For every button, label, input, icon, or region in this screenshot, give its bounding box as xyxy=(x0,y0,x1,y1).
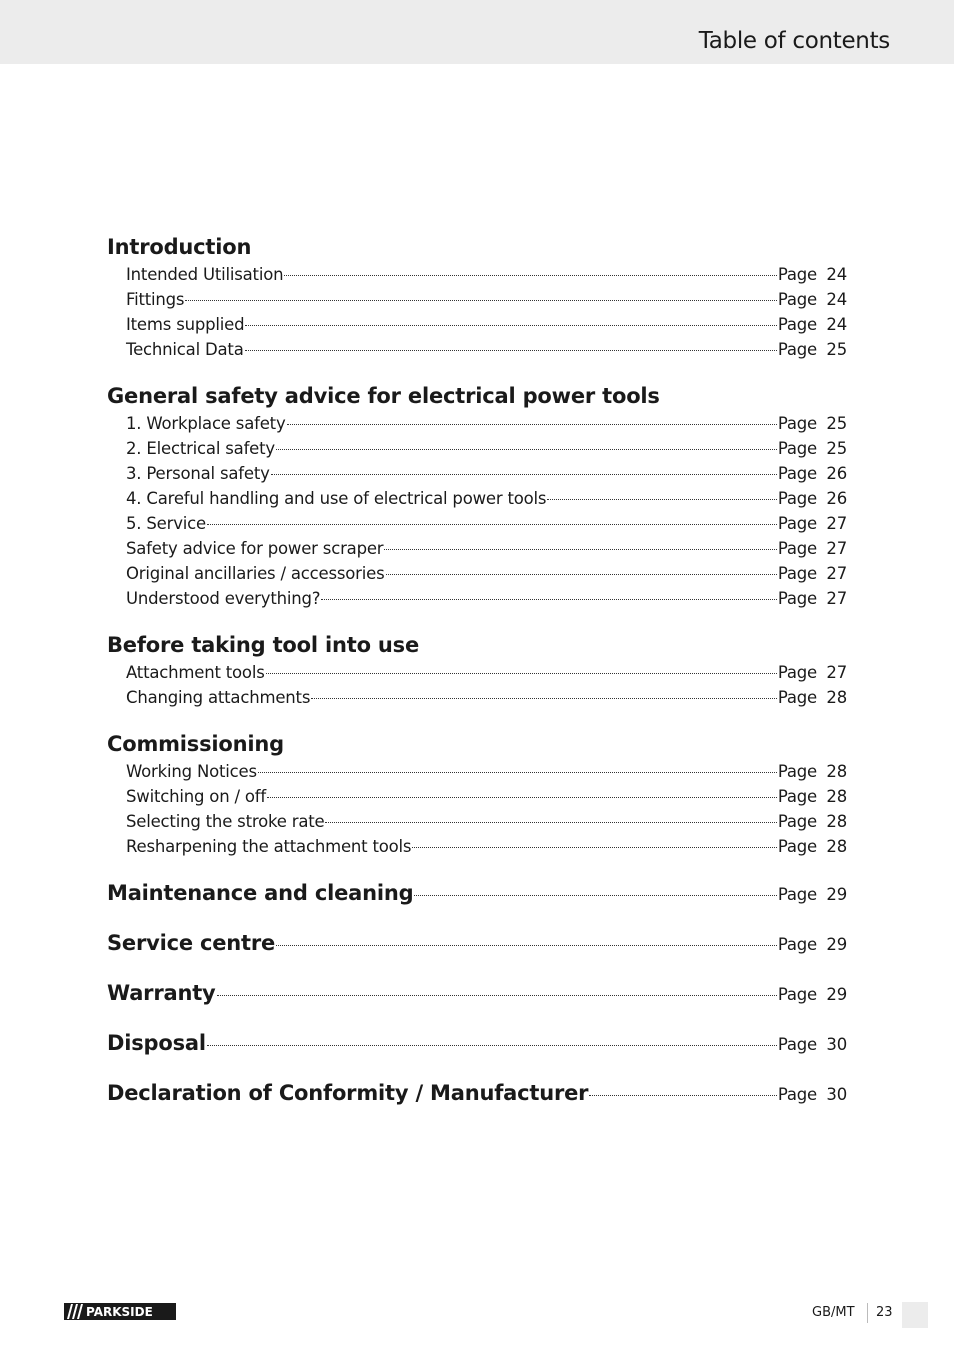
page-number: 26 xyxy=(826,489,847,508)
page-title: Table of contents xyxy=(698,28,890,54)
page-number: 26 xyxy=(826,464,847,483)
page-word: Page xyxy=(777,985,817,1004)
toc-entry[interactable] xyxy=(107,784,847,809)
dot-leader xyxy=(547,499,777,500)
toc-entry[interactable] xyxy=(107,436,847,461)
toc-entry[interactable] xyxy=(107,312,847,337)
page-number: 27 xyxy=(826,589,847,608)
dot-leader xyxy=(311,698,777,699)
page-number: 24 xyxy=(826,315,847,334)
dot-leader xyxy=(386,574,777,575)
page-ref xyxy=(778,880,847,910)
toc-section-introduction xyxy=(107,232,847,362)
page-number: 25 xyxy=(826,414,847,433)
page-ref xyxy=(778,287,847,312)
page-word: Page xyxy=(777,688,817,707)
entry-title: Intended Utilisation xyxy=(126,265,284,284)
page-word: Page xyxy=(777,290,817,309)
dot-leader xyxy=(276,945,777,946)
toc-entry[interactable] xyxy=(107,461,847,486)
page-word: Page xyxy=(777,564,817,583)
toc-entry[interactable] xyxy=(107,536,847,561)
page-ref xyxy=(778,660,847,685)
dot-leader xyxy=(245,350,777,351)
toc-entry[interactable] xyxy=(107,759,847,784)
entry-title: Resharpening the attachment tools xyxy=(126,837,412,856)
page-number: 28 xyxy=(826,688,847,707)
entry-title: Maintenance and cleaning xyxy=(107,881,414,905)
page-ref xyxy=(778,536,847,561)
page-number: 24 xyxy=(826,265,847,284)
page-ref xyxy=(778,436,847,461)
page-ref xyxy=(778,1080,847,1110)
parkside-logo xyxy=(64,1303,176,1320)
section-gap xyxy=(107,859,847,878)
page-ref xyxy=(778,411,847,436)
page-word: Page xyxy=(777,489,817,508)
entry-title: Working Notices xyxy=(126,762,257,781)
dot-leader xyxy=(321,599,777,600)
toc-entry[interactable] xyxy=(107,511,847,536)
entry-title: Understood everything? xyxy=(126,589,321,608)
dot-leader xyxy=(412,847,777,848)
page-number: 25 xyxy=(826,340,847,359)
toc-entry[interactable] xyxy=(107,287,847,312)
dot-leader xyxy=(266,673,777,674)
dot-leader xyxy=(287,424,777,425)
toc-entry[interactable] xyxy=(107,809,847,834)
toc-entry[interactable] xyxy=(107,685,847,710)
section-heading: Commissioning xyxy=(107,732,284,756)
page-number-footer: 23 xyxy=(876,1305,893,1320)
page-number: 29 xyxy=(826,935,847,954)
entry-title: Technical Data xyxy=(126,340,244,359)
section-gap xyxy=(107,611,847,630)
page-word: Page xyxy=(777,315,817,334)
page-ref xyxy=(778,759,847,784)
page-number: 29 xyxy=(826,985,847,1004)
dot-leader xyxy=(271,474,777,475)
toc-entry-warranty[interactable] xyxy=(107,978,847,1008)
page-ref xyxy=(778,930,847,960)
page-word: Page xyxy=(777,439,817,458)
page-number: 25 xyxy=(826,439,847,458)
toc-entry[interactable] xyxy=(107,834,847,859)
footer-divider xyxy=(867,1303,868,1323)
dot-leader xyxy=(245,325,776,326)
dot-leader xyxy=(276,449,777,450)
page-number: 28 xyxy=(826,762,847,781)
page-word: Page xyxy=(777,1085,817,1104)
logo-text: PARKSIDE xyxy=(86,1305,153,1319)
toc-section-commissioning xyxy=(107,729,847,859)
page-ref xyxy=(778,262,847,287)
toc-section-before-use xyxy=(107,630,847,710)
entry-title: Safety advice for power scraper xyxy=(126,539,384,558)
page-number: 28 xyxy=(826,787,847,806)
page-word: Page xyxy=(777,589,817,608)
entry-title: 3. Personal safety xyxy=(126,464,270,483)
page-ref xyxy=(778,834,847,859)
entry-title: Original ancillaries / accessories xyxy=(126,564,385,583)
toc-section-safety xyxy=(107,381,847,611)
toc-entry[interactable] xyxy=(107,660,847,685)
dot-leader xyxy=(284,275,776,276)
section-heading: Introduction xyxy=(107,235,252,259)
section-heading: General safety advice for electrical power tools xyxy=(107,384,660,408)
page-number: 27 xyxy=(826,564,847,583)
section-gap xyxy=(107,710,847,729)
entry-title: 1. Workplace safety xyxy=(126,414,286,433)
toc-entry[interactable] xyxy=(107,262,847,287)
entry-title: Changing attachments xyxy=(126,688,311,707)
page-number: 27 xyxy=(826,663,847,682)
page-ref xyxy=(778,1030,847,1060)
section-heading: Before taking tool into use xyxy=(107,633,420,657)
page-number: 28 xyxy=(826,837,847,856)
toc-entry-declaration[interactable] xyxy=(107,1078,847,1108)
dot-leader xyxy=(384,549,776,550)
page-number: 29 xyxy=(826,885,847,904)
page-word: Page xyxy=(777,762,817,781)
entry-title: Disposal xyxy=(107,1031,206,1055)
toc-entry[interactable] xyxy=(107,411,847,436)
dot-leader xyxy=(258,772,777,773)
dot-leader xyxy=(414,895,776,896)
page-number: 30 xyxy=(826,1035,847,1054)
page-number: 24 xyxy=(826,290,847,309)
page-word: Page xyxy=(777,837,817,856)
entry-title: Switching on / off xyxy=(126,787,267,806)
page-word: Page xyxy=(777,935,817,954)
page-word: Page xyxy=(777,787,817,806)
entry-title: 4. Careful handling and use of electrical power tools xyxy=(126,489,547,508)
page-word: Page xyxy=(777,663,817,682)
entry-title: Service centre xyxy=(107,931,276,955)
page-word: Page xyxy=(777,414,817,433)
entry-title: Attachment tools xyxy=(126,663,265,682)
dot-leader xyxy=(325,822,776,823)
toc-entry[interactable] xyxy=(107,337,847,362)
page-number: 27 xyxy=(826,539,847,558)
toc-entry-maintenance[interactable] xyxy=(107,878,847,908)
toc-entry[interactable] xyxy=(107,486,847,511)
table-of-contents xyxy=(107,232,847,1128)
page-ref xyxy=(778,809,847,834)
page-ref xyxy=(778,561,847,586)
entry-title: Items supplied xyxy=(126,315,245,334)
toc-entry[interactable] xyxy=(107,561,847,586)
page-number: 27 xyxy=(826,514,847,533)
entry-title: 2. Electrical safety xyxy=(126,439,275,458)
page-word: Page xyxy=(777,340,817,359)
footer-tab-marker xyxy=(902,1302,928,1328)
toc-entry[interactable] xyxy=(107,586,847,611)
page-word: Page xyxy=(777,1035,817,1054)
toc-entry-service-centre[interactable] xyxy=(107,928,847,958)
dot-leader xyxy=(589,1095,777,1096)
page-ref xyxy=(778,784,847,809)
page-ref xyxy=(778,511,847,536)
page-word: Page xyxy=(777,514,817,533)
page-word: Page xyxy=(777,812,817,831)
dot-leader xyxy=(207,1045,777,1046)
section-gap xyxy=(107,362,847,381)
page-ref xyxy=(778,461,847,486)
dot-leader xyxy=(207,524,777,525)
page-ref xyxy=(778,980,847,1010)
page-word: Page xyxy=(777,539,817,558)
entry-title: Warranty xyxy=(107,981,216,1005)
page-word: Page xyxy=(777,885,817,904)
page-number: 28 xyxy=(826,812,847,831)
entry-title: Declaration of Conformity / Manufacturer xyxy=(107,1081,589,1105)
toc-entry-disposal[interactable] xyxy=(107,1028,847,1058)
entry-title: 5. Service xyxy=(126,514,206,533)
page-number: 30 xyxy=(826,1085,847,1104)
page-ref xyxy=(778,486,847,511)
entry-title: Fittings xyxy=(126,290,185,309)
dot-leader xyxy=(185,300,777,301)
language-code: GB/MT xyxy=(812,1305,855,1320)
dot-leader xyxy=(217,995,777,996)
page-ref xyxy=(778,337,847,362)
dot-leader xyxy=(267,797,777,798)
page-ref xyxy=(778,312,847,337)
page-word: Page xyxy=(777,464,817,483)
page-word: Page xyxy=(777,265,817,284)
entry-title: Selecting the stroke rate xyxy=(126,812,325,831)
page-ref xyxy=(778,685,847,710)
page-ref xyxy=(778,586,847,611)
